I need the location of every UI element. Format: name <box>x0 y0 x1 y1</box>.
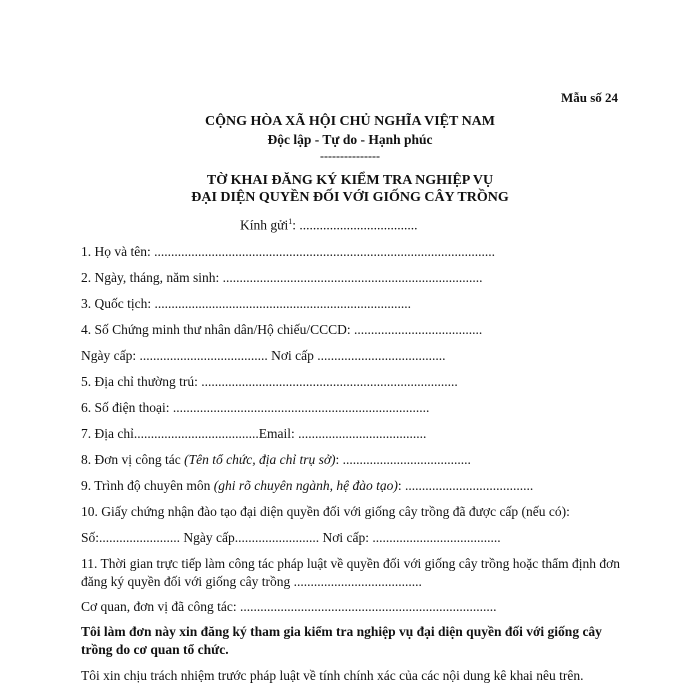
field-workplace-blank: : ...................................... <box>335 452 471 467</box>
declaration-statement: Tôi làm đơn này xin đăng ký tham gia kiểm tra nghiệp vụ đại diện quyền đối với giống cây trồng do cơ quan tổ chức. <box>81 624 602 657</box>
responsibility-statement: Tôi xin chịu trách nhiệm trước pháp luật về tính chính xác của các nội dung kê khai nêu trên. <box>81 668 584 683</box>
recipient-blank: : ................................... <box>292 217 418 233</box>
field-id-number: 4. Số Chứng minh thư nhân dân/Hộ chiếu/CCCD: ...................................... <box>81 322 483 337</box>
field-certificate-details: Số:........................ Ngày cấp......................... Nơi cấp: ...................................... <box>81 530 501 545</box>
document-title-line-2: ĐẠI DIỆN QUYỀN ĐỐI VỚI GIỐNG CÂY TRỒNG <box>191 190 509 205</box>
recipient-line <box>240 217 417 234</box>
field-id-issue-details: Ngày cấp: ...................................... Nơi cấp ...................................... <box>81 348 446 363</box>
field-nationality: 3. Quốc tịch: ............................................................................ <box>81 296 411 311</box>
national-motto: Độc lập - Tự do - Hạnh phúc <box>267 132 433 147</box>
field-previous-workplace: Cơ quan, đơn vị đã công tác: ............................................................................ <box>81 599 497 614</box>
field-workplace-label: 8. Đơn vị công tác <box>81 452 185 467</box>
field-qualification-label: 9. Trình độ chuyên môn <box>81 478 214 493</box>
field-qualification <box>81 478 533 494</box>
field-date-of-birth: 2. Ngày, tháng, năm sinh: ............................................................................. <box>81 270 483 285</box>
recipient-footnote-mark: 1 <box>288 217 293 226</box>
field-qualification-hint: (ghi rõ chuyên ngành, hệ đào tạo) <box>213 478 398 493</box>
field-phone: 6. Số điện thoại: ............................................................................ <box>81 400 430 415</box>
form-number: Mẫu số 24 <box>560 90 618 105</box>
field-workplace <box>81 452 471 468</box>
field-full-name: 1. Họ và tên: ..................................................................................................... <box>81 244 495 259</box>
recipient-label: Kính gửi <box>240 217 289 233</box>
field-qualification-blank: : ...................................... <box>397 478 534 493</box>
field-training-certificate: 10. Giấy chứng nhận đào tạo đại diện quyền đối với giống cây trồng đã được cấp (nếu có): <box>81 504 570 519</box>
field-permanent-address: 5. Địa chỉ thường trú: ............................................................................ <box>81 374 458 389</box>
document-title-line-1: TỜ KHAI ĐĂNG KÝ KIỂM TRA NGHIỆP VỤ <box>206 173 494 188</box>
nation-title: CỘNG HÒA XÃ HỘI CHỦ NGHĨA VIỆT NAM <box>204 114 495 129</box>
header-divider: --------------- <box>320 149 380 163</box>
field-work-experience: 11. Thời gian trực tiếp làm công tác pháp luật về quyền đối với giống cây trồng hoặc thẩm định đơn đăng ký quyền đối với giống cây trồng ...................................... <box>81 556 620 589</box>
field-address-email: 7. Địa chỉ.....................................Email: ...................................... <box>81 426 427 441</box>
field-workplace-hint: (Tên tổ chức, địa chỉ trụ sở) <box>184 452 336 467</box>
